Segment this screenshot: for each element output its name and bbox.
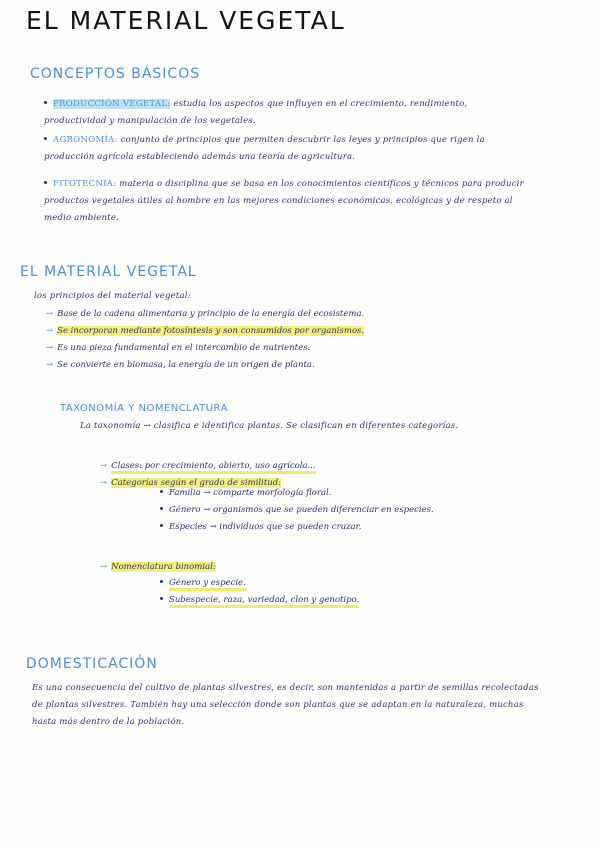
nomenclature-title-text: Nomenclatura binomial: bbox=[111, 562, 216, 572]
concept-term: FITOTECNIA: bbox=[53, 179, 117, 189]
domestication-text: Es una consecuencia del cultivo de plantas silvestres, es decir, son mantenidas a partir de semillas recolectadas de plantas silvestres. También hay una selección donde son plantas que se adaptan en la naturaleza, muchas hasta más dentro de la población. bbox=[32, 683, 539, 727]
material-item-text: Se convierte en biomasa, la energía de un origen de planta. bbox=[57, 360, 315, 370]
taxonomy-subitem bbox=[160, 519, 560, 536]
bullet-dot bbox=[44, 181, 47, 184]
material-item-text: Es una pieza fundamental en el intercambio de nutrientes. bbox=[57, 343, 311, 353]
material-item bbox=[46, 306, 546, 323]
taxonomy-subitem-text: Género → organismos que se pueden diferenciar en especies. bbox=[169, 505, 434, 515]
arrow-icon: → bbox=[100, 478, 108, 488]
taxonomy-item-text: Clases: por crecimiento, abierto, uso agrícola... bbox=[111, 461, 315, 474]
concept-definition: materia o disciplina que se basa en los conocimientos científicos y técnicos para producir productos vegetales útiles al hombre en las mejores condiciones económicas, ecológicas y de respeto al medio ambiente. bbox=[44, 179, 524, 223]
page-title: EL MATERIAL VEGETAL bbox=[26, 6, 346, 35]
arrow-icon: → bbox=[100, 562, 108, 572]
material-intro: los principios del material vegetal: bbox=[34, 291, 191, 301]
concept-term: AGRONOMÍA: bbox=[53, 135, 118, 145]
bullet-dot bbox=[160, 490, 163, 493]
material-item-text: Base de la cadena alimentaria y principio de la energía del ecosistema. bbox=[57, 309, 365, 319]
material-item bbox=[46, 340, 546, 357]
arrow-icon: → bbox=[46, 343, 54, 353]
material-item bbox=[46, 357, 546, 374]
nomenclature-item-text: Género y especie. bbox=[169, 578, 246, 591]
taxonomy-subitem-text: Familia → comparte morfología floral. bbox=[169, 488, 332, 498]
arrow-icon: → bbox=[46, 309, 54, 319]
bullet-dot bbox=[44, 101, 47, 104]
taxonomy-subitem-text: Especies → individuos que se pueden cruzar. bbox=[169, 522, 362, 532]
nomenclature-item bbox=[160, 592, 560, 609]
section-heading-material: EL MATERIAL VEGETAL bbox=[20, 264, 197, 280]
concept-definition: conjunto de principios que permiten descubrir las leyes y principios que rigen la producción agrícola estableciendo además una teoría de agricultura. bbox=[44, 135, 485, 162]
nomenclature-item-text: Subespecie, raza, variedad, clon y genotipo. bbox=[169, 595, 359, 608]
material-item bbox=[46, 323, 546, 340]
taxonomy-item bbox=[100, 458, 540, 475]
section-heading-basic-concepts: CONCEPTOS BÁSICOS bbox=[30, 66, 201, 82]
section-heading-taxonomy: TAXONOMÍA Y NOMENCLATURA bbox=[60, 403, 228, 414]
bullet-dot bbox=[160, 597, 163, 600]
arrow-icon: → bbox=[46, 326, 54, 336]
concept-term: PRODUCCIÓN VEGETAL: bbox=[53, 99, 171, 109]
concept-item bbox=[44, 176, 524, 227]
bullet-dot bbox=[44, 137, 47, 140]
concept-item bbox=[44, 132, 524, 166]
bullet-dot bbox=[160, 507, 163, 510]
arrow-icon: → bbox=[46, 360, 54, 370]
taxonomy-subitem bbox=[160, 502, 560, 519]
material-item-text: Se incorporan mediante fotosíntesis y son consumidos por organismos. bbox=[57, 326, 365, 336]
nomenclature-item bbox=[160, 575, 560, 592]
concept-definition: estudia los aspectos que influyen en el crecimiento, rendimiento, productividad y manipulación de los vegetales. bbox=[44, 99, 468, 126]
taxonomy-subitem bbox=[160, 485, 560, 502]
taxonomy-item-text: Categorías según el grado de similitud: bbox=[111, 478, 282, 488]
bullet-dot bbox=[160, 524, 163, 527]
bullet-dot bbox=[160, 580, 163, 583]
nomenclature-title bbox=[100, 559, 540, 576]
section-heading-domestication: DOMESTICACIÓN bbox=[26, 656, 158, 672]
arrow-icon: → bbox=[100, 461, 108, 471]
concept-item bbox=[44, 96, 524, 130]
taxonomy-intro: La taxonomía → clasifica e identifica plantas. Se clasifican en diferentes categorías. bbox=[80, 421, 459, 431]
